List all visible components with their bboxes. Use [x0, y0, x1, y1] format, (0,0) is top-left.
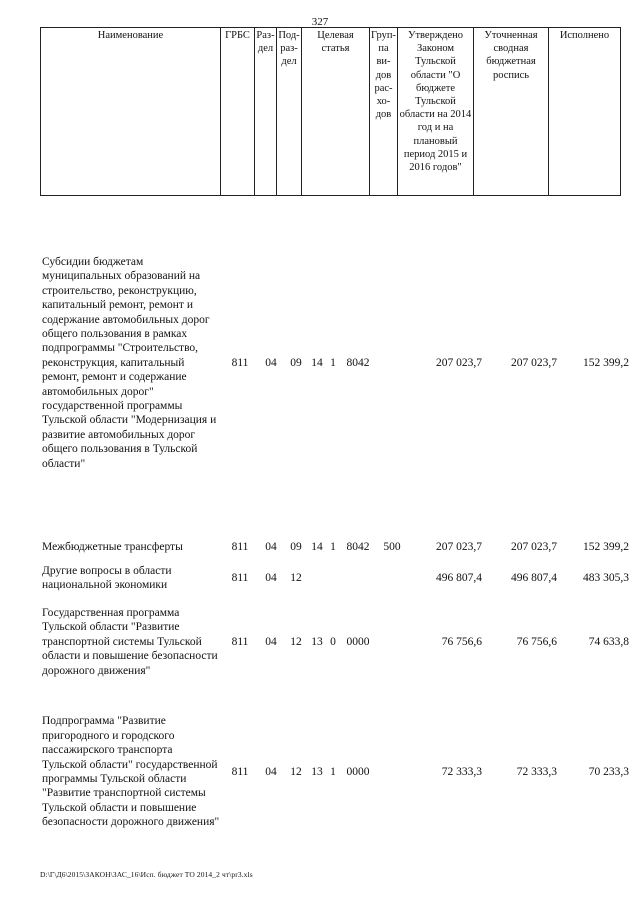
row-podrazdel: 12 — [290, 765, 302, 778]
row-name: Субсидии бюджетам муниципальных образований на строительство, реконструкцию, капитальный ремонт, ремонт и содержание автомобильных дорог общего пользования в рамках подпрограммы "Строительство, реконструкция, капитальный ремонт, ремонт и содержание автомобильных дорог" государственной программы Тульской области "Модернизация и развитие автомобильных дорог общего пользования в Тульской области" — [42, 255, 217, 470]
row-target-code: 8042 — [346, 356, 370, 369]
row-approved: 76 756,6 — [441, 635, 482, 648]
row-podrazdel: 12 — [290, 571, 302, 584]
header-razdel: Раз-дел — [255, 28, 277, 196]
row-name: Другие вопросы в области национальной экономики — [42, 564, 172, 591]
row-target-subprogram: 1 — [330, 356, 336, 369]
row-grbs: 811 — [231, 571, 249, 584]
row-executed: 483 305,3 — [583, 571, 629, 584]
row-refined: 207 023,7 — [511, 540, 557, 553]
row-grbs: 811 — [231, 765, 249, 778]
row-executed: 70 233,3 — [588, 765, 629, 778]
row-refined: 76 756,6 — [516, 635, 557, 648]
table-row — [40, 597, 631, 687]
row-razdel: 04 — [265, 356, 277, 369]
row-refined: 72 333,3 — [516, 765, 557, 778]
row-target-code — [340, 563, 376, 593]
row-expense-group — [376, 563, 408, 593]
row-razdel: 04 — [265, 635, 277, 648]
row-podrazdel: 12 — [290, 635, 302, 648]
header-expense-group: Груп-па ви-дов рас-хо-дов — [370, 28, 398, 196]
row-target-subprogram — [326, 563, 340, 593]
row-target-program: 13 — [311, 765, 323, 778]
row-razdel: 04 — [265, 540, 277, 553]
row-podrazdel: 09 — [290, 540, 302, 553]
row-name: Межбюджетные трансферты — [42, 540, 183, 553]
row-target-code: 8042 — [346, 540, 370, 553]
row-grbs: 811 — [231, 540, 249, 553]
header-podrazdel: Под-раз-дел — [277, 28, 302, 196]
row-expense-group — [376, 697, 408, 847]
row-executed: 152 399,2 — [583, 540, 629, 553]
table-row — [40, 538, 631, 556]
row-razdel: 04 — [265, 571, 277, 584]
row-refined: 207 023,7 — [511, 356, 557, 369]
row-expense-group — [376, 228, 408, 498]
row-target-subprogram: 0 — [330, 635, 336, 648]
row-executed: 152 399,2 — [583, 356, 629, 369]
row-target-program: 14 — [311, 356, 323, 369]
row-approved: 496 807,4 — [436, 571, 482, 584]
row-approved: 72 333,3 — [441, 765, 482, 778]
table-row — [40, 228, 631, 498]
row-target-code: 0000 — [346, 635, 370, 648]
row-target-program: 13 — [311, 635, 323, 648]
row-target-subprogram: 1 — [330, 540, 336, 553]
file-path-footer: D:\Г\Д6\2015\ЗАКОН\ЗАС_16\Исп. бюджет ТО 2014_2 чт\рr3.xls — [40, 870, 253, 879]
row-executed: 74 633,8 — [588, 635, 629, 648]
row-target-code: 0000 — [346, 765, 370, 778]
header-refined: Уточненная сводная бюджетная роспись — [474, 28, 549, 196]
row-name: Подпрограмма "Развитие пригородного и городского пассажирского транспорта Тульской области" государственной программы Тульской области "Развитие транспортной системы Тульской области и повышение безопасности дорожного движения" — [42, 715, 220, 829]
header-executed: Исполнено — [549, 28, 621, 196]
row-expense-group — [376, 597, 408, 687]
row-grbs: 811 — [231, 356, 249, 369]
row-name: Государственная программа Тульской области "Развитие транспортной системы Тульской области и повышение безопасности дорожного движения" — [42, 606, 218, 677]
table-row — [40, 697, 631, 847]
row-target-program: 14 — [311, 540, 323, 553]
table-row — [40, 563, 631, 593]
row-target-subprogram: 1 — [330, 765, 336, 778]
row-target-program — [308, 563, 326, 593]
header-name: Наименование — [41, 28, 221, 196]
page-number: 327 — [311, 16, 329, 28]
row-grbs: 811 — [231, 635, 249, 648]
header-target-article: Целевая статья — [302, 28, 370, 196]
row-refined: 496 807,4 — [511, 571, 557, 584]
row-approved: 207 023,7 — [436, 356, 482, 369]
row-approved: 207 023,7 — [436, 540, 482, 553]
row-expense-group: 500 — [383, 540, 401, 553]
row-podrazdel: 09 — [290, 356, 302, 369]
table-header — [40, 27, 621, 196]
row-razdel: 04 — [265, 765, 277, 778]
header-approved: Утверждено Законом Тульской области "О бюджете Тульской области на 2014 год и на плановый период 2015 и 2016 годов" — [398, 28, 474, 196]
header-grbs: ГРБС — [221, 28, 255, 196]
